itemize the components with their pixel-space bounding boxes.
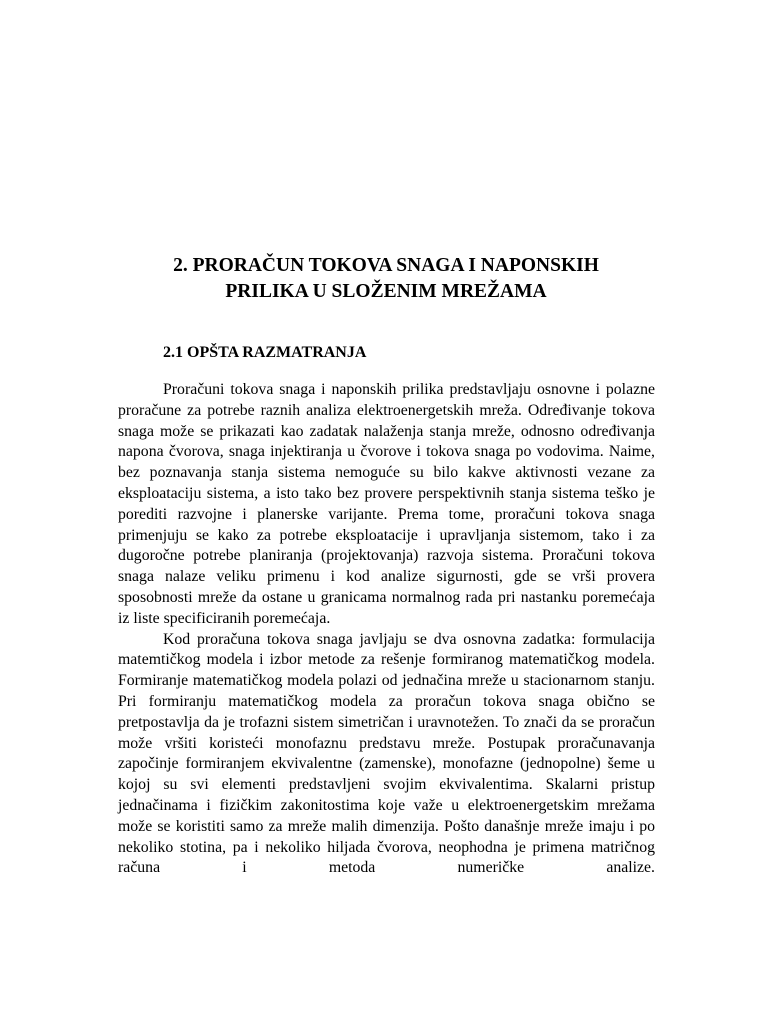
paragraph-2: Kod proračuna tokova snaga javljaju se dva osnovna zadatka: formulacija matemtičkog modela i izbor metode za rešenje formiranog matematičkog modela. Formiranje matematičkog modela polazi od jednačina mreže u stacionarnom stanju. Pri formiranju matematičkog modela za proračun tokova snaga obično se pretpostavlja da je trofazni sistem simetričan i uravnotežen. To znači da se proračun može vršiti koristeći monofaznu predstavu mreže. Postupak proračunavanja započinje formiranjem ekvivalentne (zamenske), monofazne (jednopolne) šeme u kojoj su svi elementi predstavljeni svojim ekvivalentima. Skalarni pristup jednačinama i fizičkim zakonitostima koje važe u elektroenergetskim mrežama može se koristiti samo za mreže malih dimenzija. Pošto današnje mreže imaju i po nekoliko stotina, pa i nekoliko hiljada čvorova, neophodna je primena matričnog računa i metoda numeričke analize.: [118, 630, 655, 877]
chapter-title-line-1: 2. PRORAČUN TOKOVA SNAGA I NAPONSKIH: [173, 255, 599, 276]
paragraph-1: Proračuni tokova snaga i naponskih prilika predstavljaju osnovne i polazne proračune za potrebe raznih analiza elektroenergetskih mreža. Određivanje tokova snaga može se prikazati kao zadatak nalaženja stanja mreže, odnosno određivanja napona čvorova, snaga injektiranja u čvorove i tokova snaga po vodovima. Naime, bez poznavanja stanja sistema nemoguće su bilo kakve aktivnosti vezane za eksploataciju sistema, a isto tako bez provere perspektivnih stanja sistema teško je porediti razvojne i planerske varijante. Prema tome, proračuni tokova snaga primenjuju se kako za potrebe eksploatacije i upravljanja sistemom, tako i za dugoročne potrebe planiranja (projektovanja) razvoja sistema. Proračuni tokova snaga nalaze veliku primenu i kod analize sigurnosti, gde se vrši provera sposobnosti mreže da ostane u granicama normalnog rada pri nastanku poremećaja iz liste specificiranih poremećaja.: [118, 381, 655, 627]
chapter-title-line-2: PRILIKA U SLOŽENIM MREŽAMA: [225, 281, 547, 302]
body-text: [118, 380, 655, 879]
chapter-title: [118, 253, 654, 305]
section-heading: 2.1 OPŠTA RAZMATRANJA: [163, 344, 367, 361]
